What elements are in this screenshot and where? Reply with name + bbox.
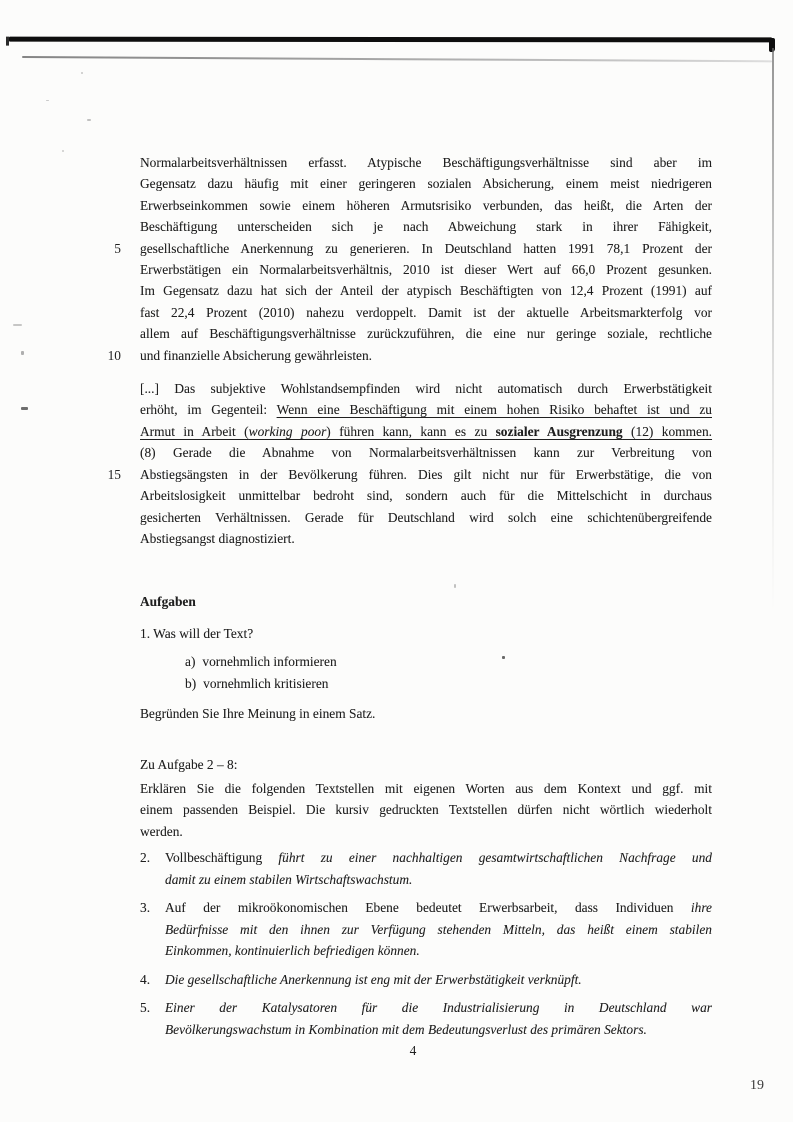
- option-text: vornehmlich kritisieren: [203, 676, 329, 692]
- text-line: [140, 464, 712, 485]
- task-item-2: [140, 847, 712, 890]
- text-segment: Erklären Sie die folgenden Textstellen mit eigenen Worten aus dem Kontext und ggf. mit: [140, 780, 712, 796]
- text-line: [140, 238, 712, 259]
- item-text: [165, 847, 712, 890]
- text-segment: [...] Das subjektive Wohlstandsempfinden wird nicht automatisch durch Erwerbstätigkeit: [140, 381, 712, 397]
- scan-speck: [46, 100, 49, 101]
- text-segment: Normalarbeitsverhältnissen erfasst. Atypische Beschäftigungsverhältnisse sind aber im: [140, 155, 712, 170]
- text-segment: fast 22,4 Prozent (2010) nahezu verdoppelt. Damit ist der aktuelle Arbeitsmarkterfolg vor: [140, 304, 712, 320]
- text-segment: Bedürfnisse mit den ihnen zur Verfügung stehenden Mitteln, das heißt einem stabilen: [165, 921, 712, 937]
- text-segment: Einer der Katalysatoren für die Industrialisierung in Deutschland war: [165, 1000, 712, 1016]
- text-segment: (12) kommen.: [622, 423, 713, 439]
- subheading-zu-aufgabe: Zu Aufgabe 2 – 8:: [140, 756, 238, 772]
- text-segment: Die gesellschaftliche Anerkennung ist eng mit der Erwerbstätigkeit verknüpft.: [165, 971, 582, 987]
- text-line: [140, 302, 712, 323]
- text-segment: Abstiegsängsten in der Bevölkerung führen. Dies gilt nicht nur für Erwerbstätige, die von: [140, 466, 712, 482]
- text-segment: Abstiegsangst diagnostiziert.: [140, 530, 295, 546]
- item-number: 4.: [140, 971, 151, 987]
- page-content: [140, 152, 712, 1047]
- text-segment: Arbeitslosigkeit unmittelbar bedroht sind, sondern auch für die Mittelschicht in durchaus: [140, 488, 712, 504]
- text-segment: und finanzielle Absicherung gewährleisten.: [140, 347, 373, 363]
- option-text: vornehmlich informieren: [202, 654, 337, 670]
- scan-speck: [13, 324, 22, 326]
- source-text-paragraph-2: [140, 378, 712, 549]
- page-number: 4: [409, 1043, 417, 1058]
- item-number: 5.: [140, 1000, 151, 1016]
- text-line: [140, 152, 712, 173]
- text-segment: Vollbeschäftigung: [165, 850, 279, 866]
- scan-artifact-top-line: [9, 37, 772, 43]
- text-line: [140, 421, 712, 442]
- text-line: [165, 997, 712, 1019]
- answer-option-a: [140, 651, 712, 673]
- text-line: [140, 280, 712, 301]
- text-segment: (8) Gerade die Abnahme von Normalarbeitsverhältnissen kann zur Verbreitung von: [140, 445, 712, 461]
- text-segment: gesicherten Verhältnissen. Gerade für Deutschland wird solch eine schichtenübergreifende: [140, 509, 712, 525]
- text-segment: gesellschaftliche Anerkennung zu generieren. In Deutschland hatten 1991 78,1 Prozent der: [140, 240, 712, 256]
- option-label: a): [185, 654, 196, 670]
- text-line: [140, 442, 712, 463]
- text-segment: ) führen kann, kann es zu: [326, 423, 496, 439]
- text-line: [165, 847, 712, 869]
- text-segment: erhöht, im Gegenteil:: [140, 402, 277, 418]
- text-segment: Erwerbstätigen ein Normalarbeitsverhältnis, 2010 ist dieser Wert auf 66,0 Prozent gesunken.: [140, 262, 712, 278]
- text-segment: Gegensatz dazu häufig mit einer geringeren sozialen Absicherung, einem meist niedrigeren: [140, 176, 712, 192]
- text-line: [165, 919, 712, 941]
- instruction-begruenden: Begründen Sie Ihre Meinung in einem Satz.: [140, 706, 376, 722]
- scan-speck: [21, 407, 28, 410]
- text-line: [140, 507, 712, 528]
- option-label: b): [185, 676, 197, 692]
- text-line: [140, 399, 712, 420]
- text-line: [165, 969, 712, 991]
- text-line: [140, 323, 712, 344]
- text-segment: führt zu einer nachhaltigen gesamtwirtschaftlichen Nachfrage und: [278, 850, 712, 866]
- text-segment: damit zu einem stabilen Wirtschaftswachstum.: [165, 871, 413, 887]
- text-segment: Beschäftigung unterscheiden sich je nach Abweichung stark in ihrer Fähigkeit,: [140, 219, 712, 235]
- text-segment: Wenn eine Beschäftigung mit einem hohen Risiko behaftet ist und zu: [276, 402, 712, 418]
- text-line: [165, 940, 712, 962]
- item-text: [165, 997, 712, 1040]
- text-segment: Auf der mikroökonomischen Ebene bedeutet Erwerbsarbeit, dass Individuen: [165, 900, 691, 916]
- scan-speck: [81, 72, 83, 74]
- text-segment: ihre: [690, 900, 712, 916]
- text-line: [165, 897, 712, 919]
- scan-speck: [62, 150, 64, 152]
- text-segment: working poor: [248, 423, 327, 439]
- task-item-5: [140, 997, 712, 1040]
- question-1: 1. Was will der Text?: [140, 625, 254, 641]
- margin-line-number-10: 10: [107, 348, 121, 363]
- scan-speck: [87, 119, 91, 121]
- item-text: [165, 897, 712, 962]
- text-segment: Erwerbseinkommen sowie einem höheren Armutsrisiko verbunden, das heißt, die Arten der: [140, 197, 712, 213]
- answer-option-b: [140, 673, 712, 695]
- text-line: [140, 216, 712, 237]
- margin-line-number-5: 5: [114, 241, 121, 256]
- task-item-3: [140, 897, 712, 962]
- sheet-number: 19: [750, 1078, 764, 1093]
- text-line: [140, 778, 712, 799]
- task-item-list: [140, 847, 712, 1040]
- item-text: [165, 969, 712, 991]
- text-segment: werden.: [140, 823, 183, 839]
- text-line: [140, 821, 712, 842]
- text-line: [140, 378, 712, 399]
- text-segment: sozialer Ausgrenzung: [495, 423, 623, 439]
- scan-artifact-faint-line: [22, 56, 772, 62]
- margin-line-number-15: 15: [107, 467, 121, 482]
- text-segment: einem passenden Beispiel. Die kursiv gedruckten Textstellen dürfen nicht wörtlich wiederholt: [140, 802, 712, 818]
- text-line: [140, 173, 712, 194]
- aufgaben-heading: Aufgaben: [140, 594, 196, 610]
- answer-options: [140, 651, 712, 695]
- text-line: [140, 259, 712, 280]
- text-segment: Armut in Arbeit (: [140, 423, 249, 439]
- scan-artifact-right-edge: [772, 48, 774, 613]
- text-line: [140, 799, 712, 820]
- item-number: 2.: [140, 850, 151, 866]
- text-line: [165, 1019, 712, 1041]
- text-line: [140, 528, 712, 549]
- text-line: [165, 869, 712, 891]
- source-text-paragraph-1: [140, 152, 712, 366]
- task-item-4: [140, 969, 712, 991]
- text-segment: allem auf Beschäftigungsverhältnisse zurückzuführen, die eine nur geringe soziale, rechtliche: [140, 326, 712, 342]
- text-segment: Bevölkerungswachstum in Kombination mit dem Bedeutungsverlust des primären Sektors.: [165, 1021, 647, 1037]
- instruction-erklaeren: [140, 778, 712, 842]
- item-number: 3.: [140, 900, 151, 916]
- text-line: [140, 345, 712, 366]
- text-line: [140, 485, 712, 506]
- scan-speck: [21, 351, 24, 355]
- text-segment: Im Gegensatz dazu hat sich der Anteil der atypisch Beschäftigten von 12,4 Prozent (1991) auf: [140, 283, 712, 299]
- text-line: [140, 195, 712, 216]
- text-segment: Einkommen, kontinuierlich befriedigen können.: [165, 943, 420, 959]
